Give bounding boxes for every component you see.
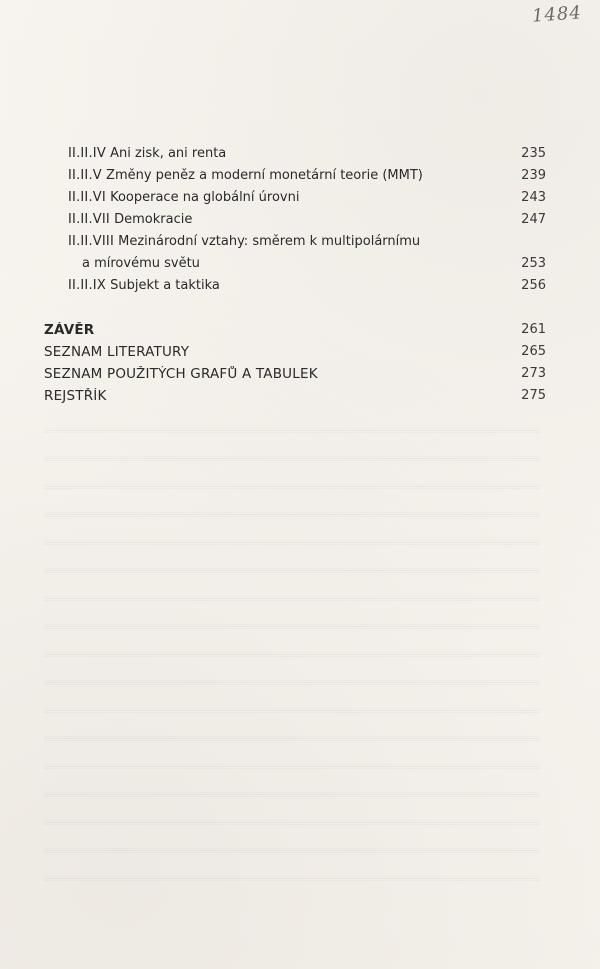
toc-title-major: SEZNAM POUŽITÝCH GRAFŮ A TABULEK <box>44 366 318 382</box>
bleed-through-line <box>44 598 540 599</box>
handwritten-note: 1484 <box>531 2 583 27</box>
toc-entry-text <box>44 212 192 227</box>
bleed-through-line <box>44 850 540 851</box>
bleed-through-line <box>44 542 540 543</box>
bleed-through-line <box>44 822 540 823</box>
bleed-through-line <box>44 794 540 795</box>
toc-page-number: 239 <box>521 168 546 183</box>
toc-entry-text <box>44 278 220 293</box>
toc-code: II.II.IX <box>68 278 106 293</box>
toc-row-major <box>44 366 546 382</box>
bleed-through-line <box>44 878 540 879</box>
toc-row <box>44 278 546 293</box>
toc-title-major: SEZNAM LITERATURY <box>44 344 190 360</box>
toc-entry-text <box>44 256 200 271</box>
toc-page-number: 273 <box>521 366 546 381</box>
toc-title-major: ZÁVĚR <box>44 322 95 338</box>
toc-row <box>44 168 546 183</box>
bleed-through-line <box>44 570 540 571</box>
toc-row-major <box>44 322 546 338</box>
toc-entry-text <box>44 234 420 249</box>
bleed-through-line <box>44 738 540 739</box>
toc-code: II.II.V <box>68 168 102 183</box>
toc-code: II.II.VIII <box>68 234 114 249</box>
toc-title: Subjekt a taktika <box>110 278 220 293</box>
toc-page-number: 261 <box>521 322 546 337</box>
toc-entry-text <box>44 146 226 161</box>
toc-code: II.II.VI <box>68 190 106 205</box>
toc-row <box>44 212 546 227</box>
bleed-through-line <box>44 710 540 711</box>
toc-title: Změny peněz a moderní monetární teorie (MMT) <box>106 168 423 183</box>
toc-page-number: 243 <box>521 190 546 205</box>
toc-title: Demokracie <box>114 212 193 227</box>
toc-title: Kooperace na globální úrovni <box>110 190 300 205</box>
toc-code: II.II.IV <box>68 146 106 161</box>
toc-page-number: 247 <box>521 212 546 227</box>
toc-page-number: 253 <box>521 256 546 271</box>
toc-row <box>44 146 546 161</box>
toc-entry-text <box>44 190 299 205</box>
toc-title: Mezinárodní vztahy: směrem k multipolárnímu <box>118 234 421 249</box>
bleed-through-line <box>44 486 540 487</box>
toc-entry-text <box>44 168 423 183</box>
toc-page-number: 265 <box>521 344 546 359</box>
toc-row <box>44 190 546 205</box>
bleed-through-line <box>44 458 540 459</box>
bleed-through-line <box>44 430 540 431</box>
bleed-through-line <box>44 766 540 767</box>
toc-title: Ani zisk, ani renta <box>110 146 227 161</box>
bleed-through-line <box>44 682 540 683</box>
bleed-through-line <box>44 626 540 627</box>
toc-page-number: 275 <box>521 388 546 403</box>
toc-title-major: REJSTŘÍK <box>44 388 107 404</box>
toc-row <box>44 234 546 249</box>
toc-page-number: 256 <box>521 278 546 293</box>
toc-row-major <box>44 344 546 360</box>
toc-row <box>44 256 546 271</box>
bleed-through-line <box>44 514 540 515</box>
toc-title: a mírovému světu <box>82 256 200 271</box>
toc-code: II.II.VII <box>68 212 110 227</box>
bleed-through-line <box>44 654 540 655</box>
toc-row-major <box>44 388 546 404</box>
toc-page-number: 235 <box>521 146 546 161</box>
